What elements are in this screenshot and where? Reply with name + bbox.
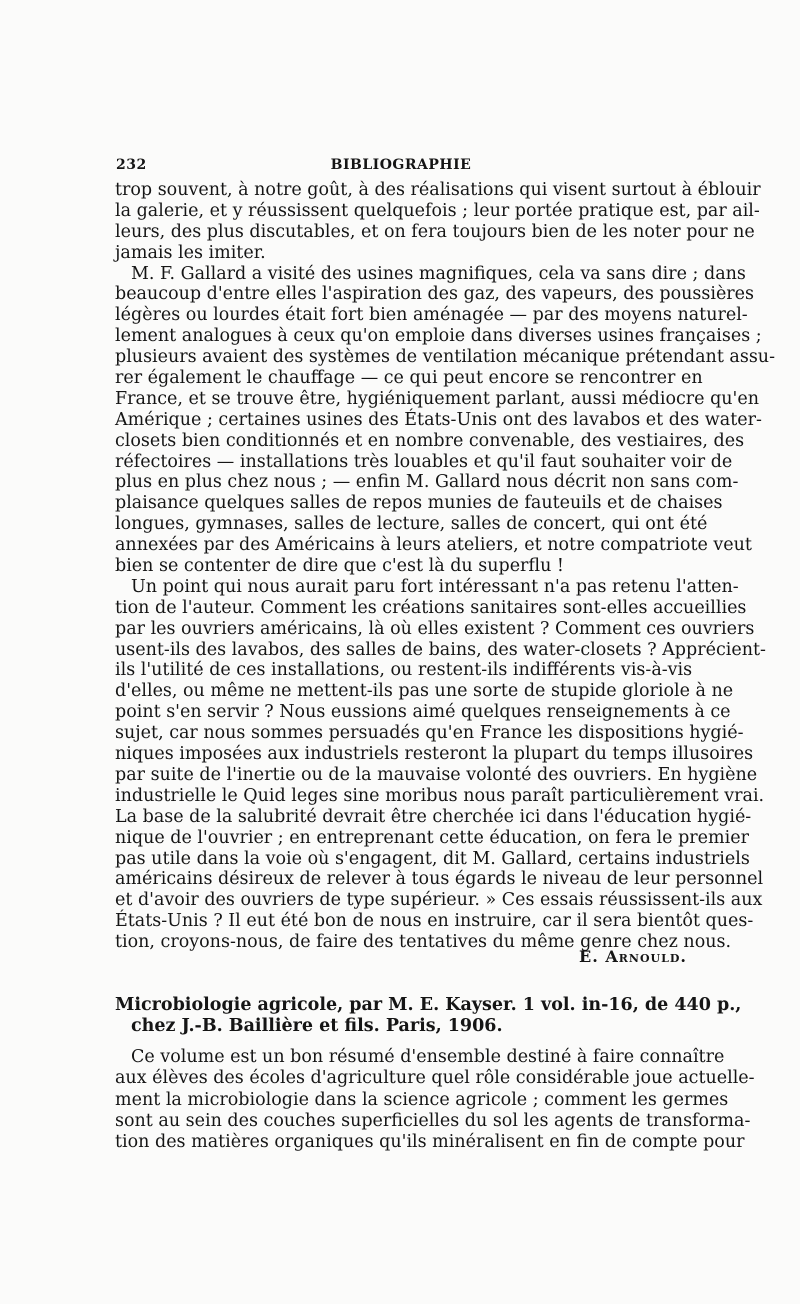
text-line: usent-ils des lavabos, des salles de bains, des water-closets ? Apprécient- [115, 639, 766, 660]
text-line: Un point qui nous aurait paru fort intéressant n'a pas retenu l'atten- [131, 576, 739, 597]
text-line: nique de l'ouvrier ; en entreprenant cette éducation, on fera le premier [115, 827, 749, 848]
text-line: closets bien conditionnés et en nombre convenable, des vestiaires, des [115, 430, 745, 451]
text-line: la galerie, et y réussissent quelquefois ; leur portée pratique est, par ail- [115, 200, 760, 221]
text-line: trop souvent, à notre goût, à des réalisations qui visent surtout à éblouir [115, 180, 761, 200]
text-line: lement analogues à ceux qu'on emploie dans diverses usines françaises ; [115, 326, 762, 347]
text-line: sont au sein des couches superficielles du sol les agents de transforma- [115, 1110, 751, 1131]
text-line: rer également le chauffage — ce qui peut encore se rencontrer en [115, 368, 703, 389]
text-line: point s'en servir ? Nous eussions aimé quelques renseignements à ce [115, 702, 731, 723]
text-line: ils l'utilité de ces installations, ou restent-ils indifférents vis-à-vis [115, 660, 693, 681]
entry-title-line: chez J.-B. Baillière et fils. Paris, 1906. [131, 1015, 503, 1036]
text-line: pas utile dans la voie où s'engagent, dit M. Gallard, certains industriels [115, 848, 750, 869]
text-line: légères ou lourdes était fort bien aménagée — par des moyens naturel- [115, 305, 748, 326]
text-line: bien se contenter de dire que c'est là du superflu ! [115, 556, 564, 577]
bibliography-entry-title [115, 995, 742, 1037]
text-line: par les ouvriers américains, là où elles existent ? Comment ces ouvriers [115, 618, 755, 639]
text-line: sujet, car nous sommes persuadés qu'en France les dispositions hygié- [115, 723, 744, 744]
text-line: ment la microbiologie dans la science agricole ; comment les germes [115, 1089, 729, 1110]
author-signature: E. Arnould. [579, 947, 687, 966]
text-line: aux élèves des écoles d'agriculture quel rôle considérable joue actuelle- [115, 1068, 755, 1089]
text-line: tion des matières organiques qu'ils minéralisent en fin de compte pour [115, 1132, 745, 1153]
text-line: jamais les imiter. [115, 242, 266, 263]
text-line: plaisance quelques salles de repos munies de fauteuils et de chaises [115, 493, 723, 514]
text-line: M. F. Gallard a visité des usines magnifiques, cela va sans dire ; dans [131, 263, 746, 284]
text-line: industrielle le Quid leges sine moribus nous paraît particulièrement vrai. [115, 785, 765, 806]
text-line: plus en plus chez nous ; — enfin M. Gallard nous décrit non sans com- [115, 472, 739, 493]
text-line: par suite de l'inertie ou de la mauvaise volonté des ouvriers. En hygiène [115, 764, 758, 785]
text-line: La base de la salubrité devrait être cherchée ici dans l'éducation hygié- [115, 806, 752, 827]
text-line: France, et se trouve être, hygiéniquement parlant, aussi médiocre qu'en [115, 388, 759, 409]
page-header [116, 153, 686, 177]
page-number: 232 [116, 157, 147, 173]
text-line: et d'avoir des ouvriers de type supérieur. » Ces essais réussissent-ils aux [115, 890, 763, 911]
text-line: réfectoires — installations très louables et qu'il faut souhaiter voir de [115, 451, 733, 472]
text-line: longues, gymnases, salles de lecture, salles de concert, qui ont été [115, 514, 708, 535]
text-line: américains désireux de relever à tous égards le niveau de leur personnel [115, 869, 764, 890]
article-body [115, 180, 775, 953]
review-body [115, 1047, 755, 1153]
text-line: Ce volume est un bon résumé d'ensemble destiné à faire connaître [131, 1047, 725, 1067]
text-line: leurs, des plus discutables, et on fera toujours bien de les noter pour ne [115, 221, 755, 242]
text-line: d'elles, ou même ne mettent-ils pas une sorte de stupide gloriole à ne [115, 681, 734, 702]
entry-title-line: Microbiologie agricole, par M. E. Kayser. 1 vol. in-16, de 440 p., [115, 995, 742, 1015]
text-line: tion, croyons-nous, de faire des tentatives du même genre chez nous. [115, 932, 732, 953]
text-line: tion de l'auteur. Comment les créations sanitaires sont-elles accueillies [115, 597, 747, 618]
text-line: États-Unis ? Il eut été bon de nous en instruire, car il sera bientôt ques- [115, 911, 754, 932]
text-line: Amérique ; certaines usines des États-Unis ont des lavabos et des water- [115, 409, 762, 430]
running-head: BIBLIOGRAPHIE [330, 157, 472, 173]
text-line: plusieurs avaient des systèmes de ventilation mécanique prétendant assu- [115, 347, 775, 368]
text-line: niques imposées aux industriels resteront la plupart du temps illusoires [115, 744, 754, 765]
text-line: annexées par des Américains à leurs ateliers, et notre compatriote veut [115, 535, 752, 556]
text-line: beaucoup d'entre elles l'aspiration des gaz, des vapeurs, des poussières [115, 284, 754, 305]
